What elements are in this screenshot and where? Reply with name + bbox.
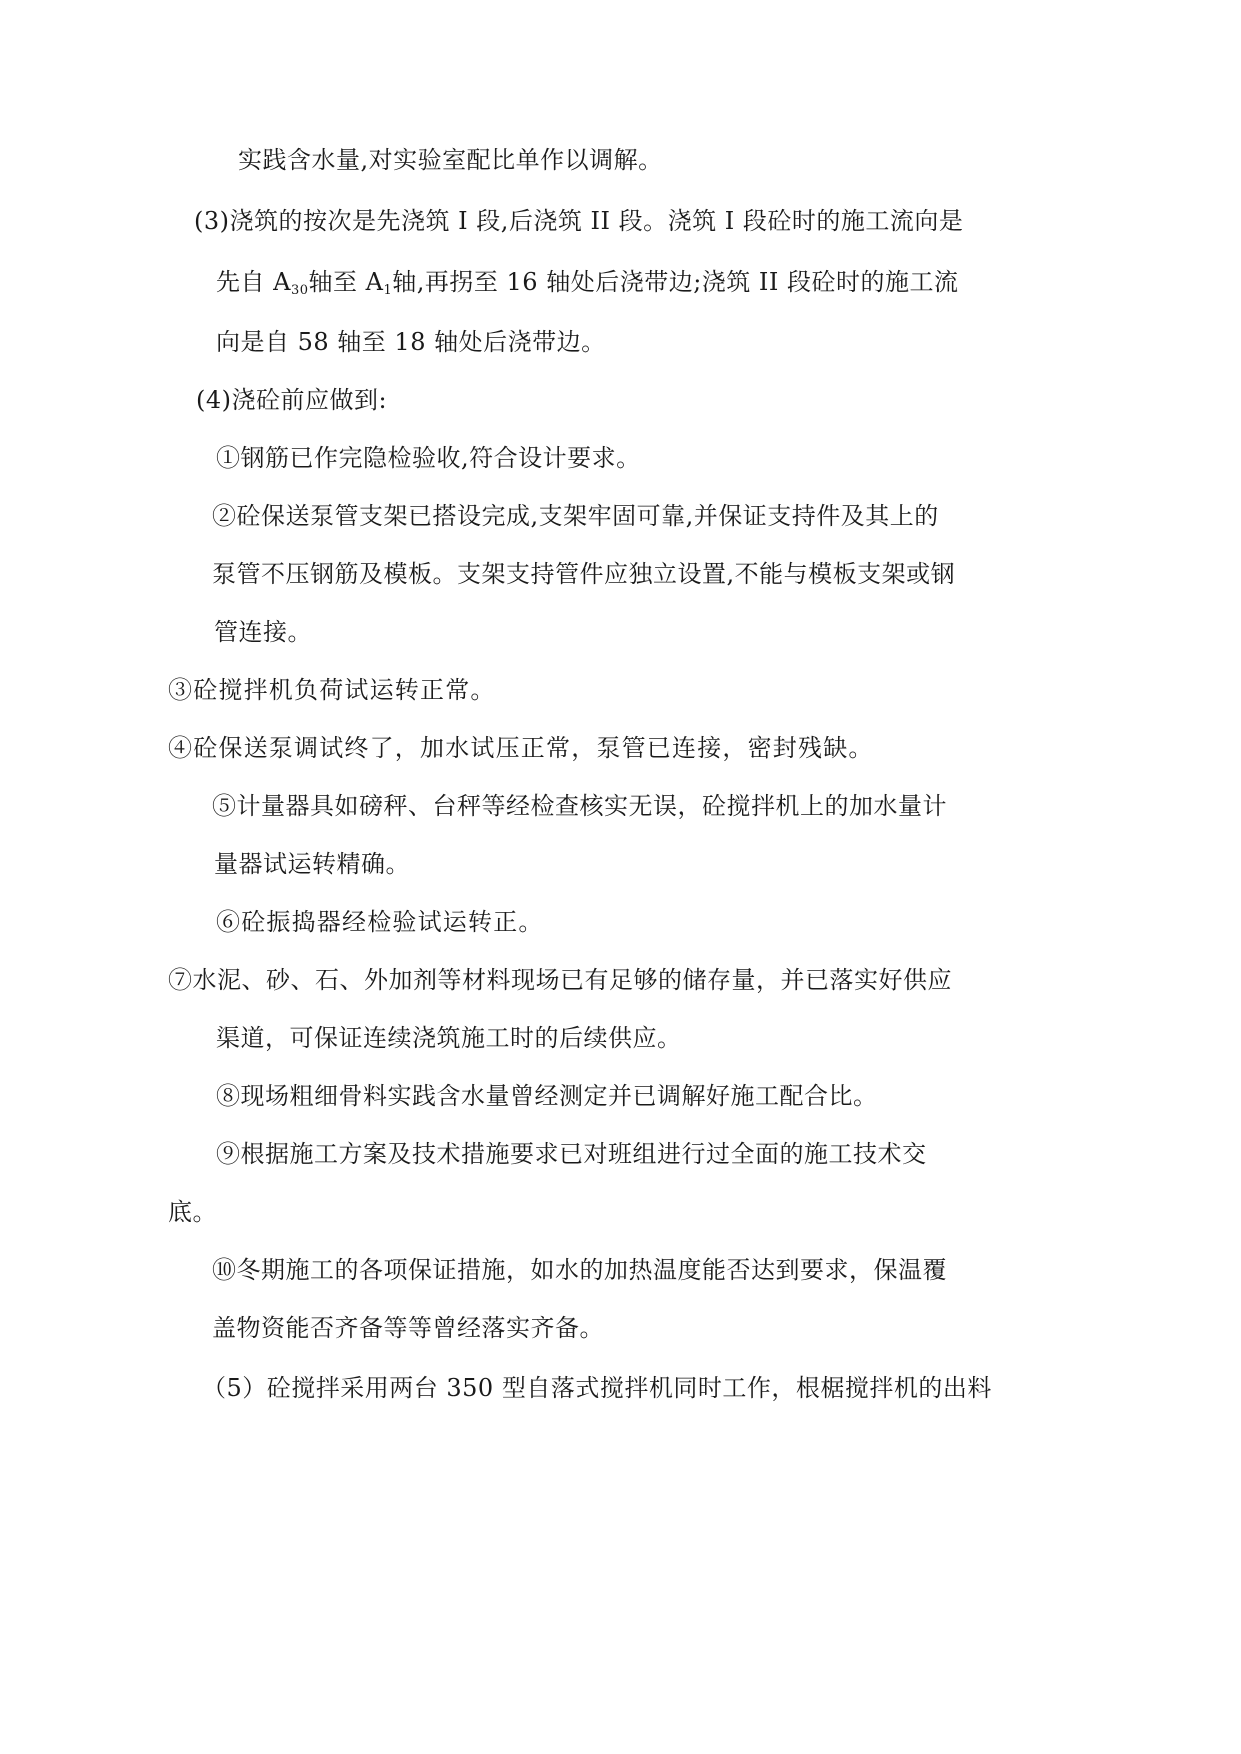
text-line: ③砼搅拌机负荷试运转正常。 xyxy=(168,676,496,704)
text-line: ⑧现场粗细骨料实践含水量曾经测定并已调解好施工配合比。 xyxy=(216,1082,878,1110)
text-line: 向是自 58 轴至 18 轴处后浇带边。 xyxy=(216,328,606,356)
text-line: （5）砼搅拌采用两台 350 型自落式搅拌机同时工作，根椐搅拌机的出料 xyxy=(202,1374,992,1402)
text-line: 管连接。 xyxy=(214,618,312,646)
subscript: 30 xyxy=(290,283,309,298)
text-line: 量器试运转精确。 xyxy=(214,850,410,878)
text-line: 泵管不压钢筋及模板。支架支持管件应独立设置,不能与模板支架或钢 xyxy=(212,560,956,588)
text-line: (4)浇砼前应做到: xyxy=(196,386,388,414)
text-line: 渠道，可保证连续浇筑施工时的后续供应。 xyxy=(216,1024,682,1052)
text-line: (3)浇筑的按次是先浇筑 I 段,后浇筑 II 段。浇筑 I 段砼时的施工流向是 xyxy=(194,207,964,235)
text-line: ⑤计量器具如磅秤、台秤等经检查核实无误，砼搅拌机上的加水量计 xyxy=(212,792,947,820)
text-line: 底。 xyxy=(168,1198,217,1226)
text-segment: 轴至 A xyxy=(308,268,384,296)
text-line: ⑩冬期施工的各项保证措施，如水的加热温度能否达到要求，保温覆 xyxy=(212,1256,947,1284)
text-line: ④砼保送泵调试终了，加水试压正常，泵管已连接，密封残缺。 xyxy=(168,734,874,762)
text-line: 实践含水量,对实验室配比单作以调解。 xyxy=(238,146,663,174)
text-line: ⑨根据施工方案及技术措施要求已对班组进行过全面的施工技术交 xyxy=(216,1140,927,1168)
subscript: 1 xyxy=(383,283,393,298)
text-line xyxy=(216,266,959,298)
text-line: ⑦水泥、砂、石、外加剂等材料现场已有足够的储存量，并已落实好供应 xyxy=(168,966,952,994)
text-line: ②砼保送泵管支架已搭设完成,支架牢固可靠,并保证支持件及其上的 xyxy=(212,502,939,530)
text-line: 盖物资能否齐备等等曾经落实齐备。 xyxy=(212,1314,604,1342)
text-line: ⑥砼振捣器经检验试运转正。 xyxy=(216,908,544,936)
text-segment: 先自 A xyxy=(216,268,291,296)
text-segment: 轴,再拐至 16 轴处后浇带边;浇筑 II 段砼时的施工流 xyxy=(392,268,959,296)
text-line: ①钢筋已作完隐检验收,符合设计要求。 xyxy=(216,444,641,472)
